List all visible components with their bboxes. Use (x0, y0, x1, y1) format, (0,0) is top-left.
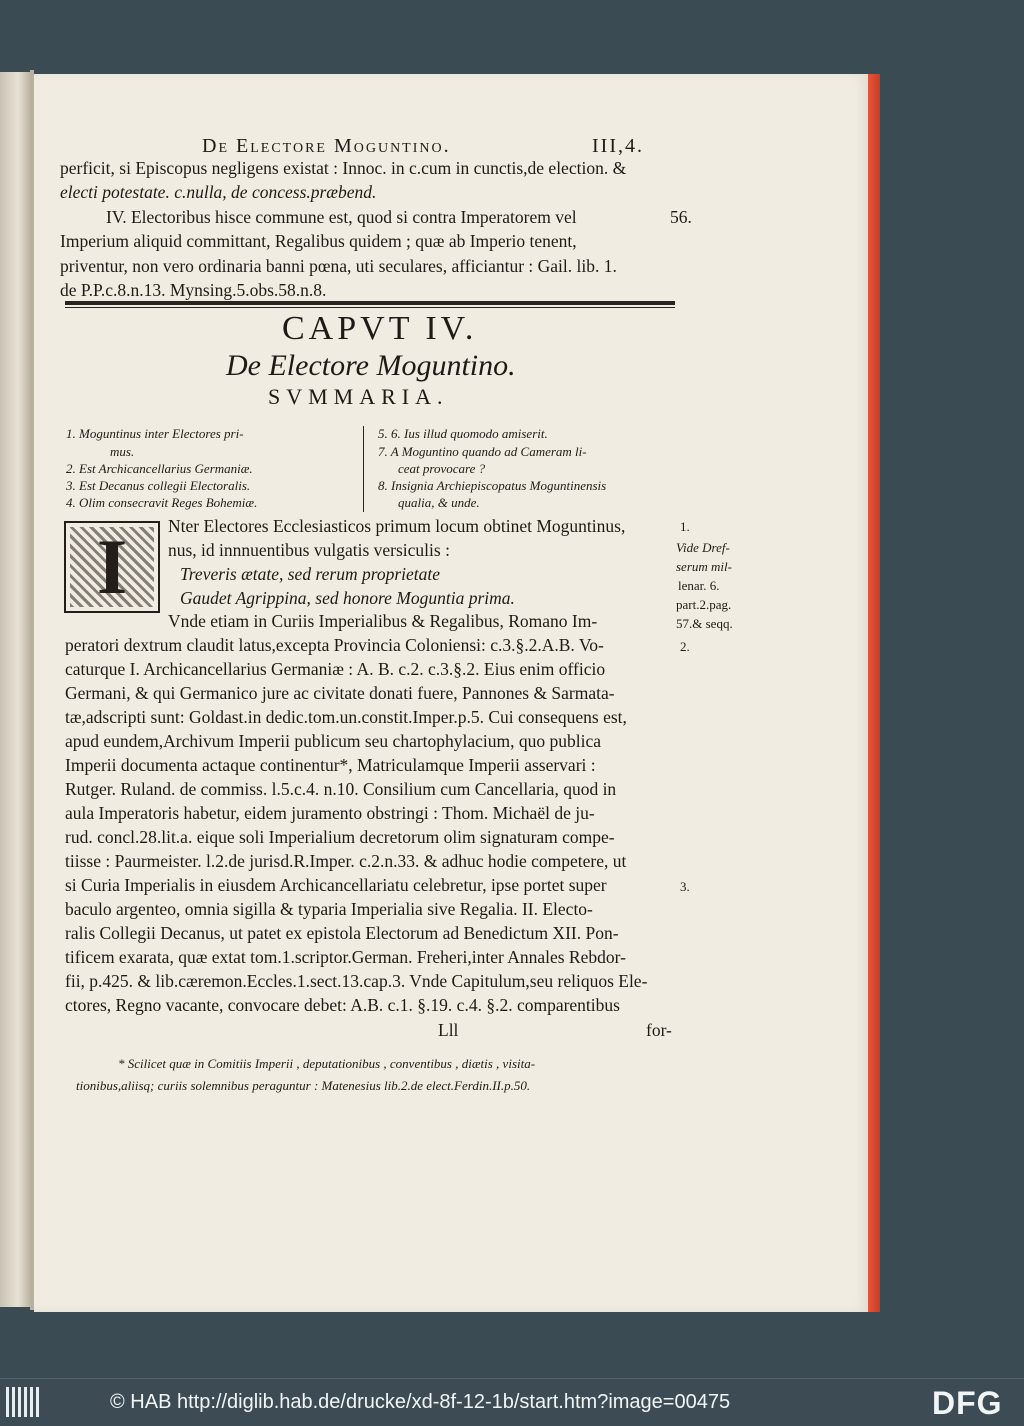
chapter-subtitle: De Electore Moguntino. (226, 349, 516, 382)
margin-note: part.2.pag. (676, 597, 732, 612)
previous-page-edge (0, 72, 31, 1307)
summary-divider (363, 426, 364, 512)
footnote-line: tionibus,aliisq; curiis solemnibus peraguntur : Matenesius lib.2.de elect.Ferdin.II.p.50. (76, 1078, 531, 1093)
margin-note: 57.& seqq. (676, 616, 733, 631)
page-edge-red (868, 74, 880, 1312)
summary-item: 5. 6. Ius illud quomodo amiserit. (378, 426, 548, 441)
chapter-title: CAPVT IV. (282, 310, 478, 347)
summary-item: 4. Olim consecravit Reges Bohemiæ. (66, 495, 258, 510)
text-line: apud eundem,Archivum Imperii publicum seu chartophylacium, quo publica (65, 731, 602, 751)
summary-item: 3. Est Decanus collegii Electoralis. (66, 478, 251, 493)
summary-item: 2. Est Archicancellarius Germaniæ. (66, 461, 253, 476)
margin-note: 1. (680, 519, 690, 534)
text-line: perficit, si Episcopus negligens existat : Innoc. in c.cum in cunctis,de election. & (60, 158, 627, 178)
text-line: fii, p.425. & lib.cæremon.Eccles.1.sect.13.cap.3. Vnde Capitulum,seu reliquos Ele- (65, 971, 648, 991)
summary-item: mus. (110, 444, 135, 459)
decorated-initial (64, 521, 160, 613)
text-line: tiisse : Paurmeister. l.2.de jurisd.R.Imper. c.2.n.33. & adhuc hodie competere, ut (65, 851, 627, 871)
running-head-title: De Electore Moguntino. (202, 135, 451, 157)
text-line: tificem exarata, quæ extat tom.1.scriptor.German. Freheri,inter Annales Rebdor- (65, 947, 626, 967)
signature-mark: Lll (438, 1020, 459, 1040)
section-rule-thin (65, 307, 675, 308)
text-line: Germani, & qui Germanico jure ac civitate donati fuere, Pannones & Sarmata- (65, 683, 615, 703)
margin-note: lenar. 6. (678, 578, 720, 593)
text-line: IV. Electoribus hisce commune est, quod si contra Imperatorem vel (106, 207, 577, 227)
summary-heading: SVMMARIA. (268, 384, 449, 409)
text-line: caturque I. Archicancellarius Germaniæ : A. B. c.2. c.3.§.2. Eius enim officio (65, 659, 606, 679)
margin-note: 2. (680, 639, 690, 654)
running-head-page-number: III,4. (592, 135, 644, 157)
text-line: priventur, non vero ordinaria banni pœna, uti seculares, afficiantur : Gail. lib. 1. (60, 256, 617, 276)
margin-note: serum mil- (676, 559, 732, 574)
section-rule (65, 301, 675, 305)
copyright-link[interactable]: © HAB http://diglib.hab.de/drucke/xd-8f-12-1b/start.htm?image=00475 (110, 1391, 731, 1413)
margin-note: Vide Dref- (676, 540, 730, 555)
text-line: si Curia Imperialis in eiusdem Archicancellariatu celebretur, ipse portet super (65, 875, 607, 895)
text-line: Vnde etiam in Curiis Imperialibus & Regalibus, Romano Im- (168, 611, 598, 631)
summary-item: ceat provocare ? (398, 461, 486, 476)
text-line: Imperii documenta actaque continentur*, Matriculamque Imperii asservari : (65, 755, 596, 775)
verse-line: Gaudet Agrippina, sed honore Moguntia prima. (180, 588, 515, 608)
summary-item: 8. Insignia Archiepiscopatus Moguntinensis (378, 478, 607, 493)
text-line: aula Imperatoris habetur, eidem juramento obstringi : Thom. Michaël de ju- (65, 803, 595, 823)
margin-number: 56. (670, 207, 692, 227)
text-line: peratori dextrum claudit latus,excepta Provincia Coloniensi: c.3.§.2.A.B. Vo- (65, 635, 604, 655)
catchword: for- (646, 1020, 672, 1040)
text-line: de P.P.c.8.n.13. Mynsing.5.obs.58.n.8. (60, 280, 327, 300)
text-line: Rutger. Ruland. de commiss. l.5.c.4. n.10. Consilium cum Cancellaria, quod in (65, 779, 617, 799)
hab-logo-icon (6, 1387, 42, 1417)
text-line: electi potestate. c.nulla, de concess.præbend. (60, 182, 377, 202)
text-line: baculo argenteo, omnia sigilla & typaria Imperialia sive Regalia. II. Electo- (65, 899, 593, 919)
summary-item: 1. Moguntinus inter Electores pri- (66, 426, 244, 441)
summary-item: 7. A Moguntino quando ad Cameram li- (378, 444, 587, 459)
verse-line: Treveris ætate, sed rerum proprietate (180, 564, 441, 584)
footnote-line: * Scilicet quæ in Comitiis Imperii , deputationibus , conventibus , diætis , visita- (118, 1056, 536, 1071)
text-line: Imperium aliquid committant, Regalibus quidem ; quæ ab Imperio tenent, (60, 231, 577, 251)
initial-letter: I (96, 523, 128, 610)
dfg-logo: DFG (932, 1385, 1003, 1421)
viewer-footer (0, 1378, 1024, 1426)
summary-item: qualia, & unde. (398, 495, 480, 510)
margin-note: 3. (680, 879, 690, 894)
text-line: ctores, Regno vacante, convocare debet: A.B. c.1. §.19. c.4. §.2. comparentibus (65, 995, 620, 1015)
text-line: rud. concl.28.lit.a. eique soli Imperialium decretorum olim signaturam compe- (65, 827, 615, 847)
text-line: tæ,adscripti sunt: Goldast.in dedic.tom.un.constit.Imper.p.5. Cui consequens est, (65, 707, 627, 727)
text-line: nus, id innnuentibus vulgatis versiculis : (168, 540, 450, 560)
text-line: Nter Electores Ecclesiasticos primum locum obtinet Moguntinus, (168, 516, 626, 536)
text-line: ralis Collegii Decanus, ut patet ex epistola Electorum ad Benedictum XII. Pon- (65, 923, 619, 943)
